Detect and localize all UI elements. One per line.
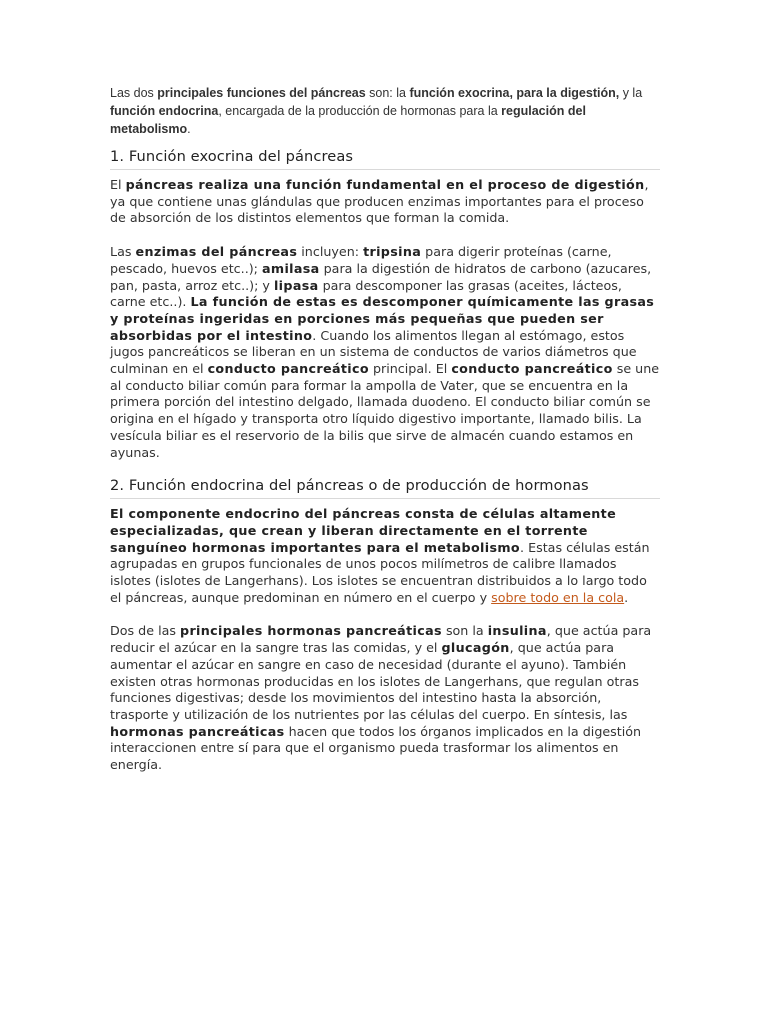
body-bold: glucagón (441, 640, 510, 656)
body-text: Dos de las (110, 623, 181, 639)
sobre-todo-en-la-cola-link[interactable]: sobre todo en la cola (491, 589, 625, 605)
section1-heading: 1. Función exocrina del páncreas (110, 148, 660, 170)
paragraph-gap (110, 606, 660, 623)
body-bold: conducto pancreático (207, 361, 369, 377)
section2-heading: 2. Función endocrina del páncreas o de producción de hormonas (110, 477, 660, 499)
body-text: para descomponer las grasas (aceites, lácteos, carne etc..). (110, 277, 622, 310)
body-text: son la (441, 623, 488, 639)
body-text: . Cuando los alimentos llegan al estómago, estos jugos pancreáticos se liberan en un sistema de conductos de varios diámetros que culminan en el (110, 327, 637, 377)
body-text: se une al conducto biliar común para formar la ampolla de Vater, que se encuentra en la primera porción del intestino delgado, llamada duodeno. El conducto biliar común se origina en el hígado y transporta otro líquido digestivo importante, llamado bilis. La vesícula biliar es el reservorio de la bilis que sirve de almacén cuando estamos en ayunas. (110, 361, 660, 460)
intro-text: Las dos (110, 86, 158, 100)
body-bold: amilasa (261, 260, 320, 276)
intro-text: son: la (365, 86, 410, 100)
body-bold: El componente endocrino del páncreas consta de células altamente especializadas, que crean y liberan directamente en el torrente sanguíneo hormonas importantes para el metabolismo (110, 506, 617, 555)
intro-text: , encargada de la producción de hormonas para la (218, 104, 502, 118)
intro-bold: regulación del metabolismo (110, 104, 586, 136)
intro-bold: función endocrina (110, 104, 219, 118)
section1-paragraph-2 (110, 244, 660, 461)
intro-bold: principales funciones del páncreas (157, 86, 366, 100)
body-text: , que actúa para reducir el azúcar en la sangre tras las comidas, y el (110, 623, 652, 656)
body-text: , ya que contiene unas glándulas que producen enzimas importantes para el proceso de absorción de los distintos elementos que forman la comida. (110, 177, 649, 226)
body-bold: principales hormonas pancreáticas (180, 623, 442, 639)
article (110, 84, 660, 774)
body-text: incluyen: (297, 244, 364, 260)
body-bold: insulina (487, 623, 547, 639)
body-text: El (110, 177, 126, 192)
paragraph-gap (110, 227, 660, 244)
body-bold: tripsina (363, 244, 422, 260)
body-text: para digerir proteínas (carne, pescado, huevos etc..); (110, 244, 612, 276)
body-text: Las (110, 244, 136, 260)
body-bold: hormonas pancreáticas (110, 723, 285, 739)
body-text: hacen que todos los órganos implicados en la digestión interaccionen entre sí para que el organismo pueda trasformar los alimentos en energía. (110, 723, 642, 773)
body-text: . Estas células están agrupadas en grupos funcionales de unos pocos milímetros de calibre llamados islotes (islotes de Langerhans). Los islotes se encuentran distribuidos a lo largo todo el páncreas, aunque predominan en número en el cuerpo y (110, 539, 650, 605)
body-bold: conducto pancreático (451, 361, 613, 377)
intro-text: y la (619, 86, 643, 100)
section2-paragraph-1 (110, 506, 660, 606)
body-text: . (624, 589, 629, 605)
body-text: principal. El (368, 361, 452, 377)
body-bold: lipasa (273, 277, 319, 293)
body-bold: enzimas del páncreas (135, 244, 298, 260)
body-text: para la digestión de hidratos de carbono (azucares, pan, pasta, arroz etc..); y (110, 260, 652, 293)
body-text: , que actúa para aumentar el azúcar en sangre en caso de necesidad (durante el ayuno). También existen otras hormonas producidas en los islotes de Langerhans, que regulan otras funciones digestivas; desde los movimientos del intestino hasta la absorción, trasporte y utilización de los nutrientes por las células del cuerpo. En síntesis, las (110, 640, 639, 722)
intro-text: . (187, 122, 191, 136)
intro-bold: función exocrina, para la digestión, (409, 86, 620, 100)
body-bold: páncreas realiza una función fundamental en el proceso de digestión (125, 177, 645, 192)
body-bold: La función de estas es descomponer químicamente las grasas y proteínas ingeridas en porciones más pequeñas que pueden ser absorbidas por el intestino (110, 294, 655, 343)
intro-paragraph (110, 84, 660, 138)
section2-paragraph-2 (110, 623, 660, 773)
section-gap (110, 461, 660, 477)
section1-paragraph-1 (110, 177, 660, 227)
